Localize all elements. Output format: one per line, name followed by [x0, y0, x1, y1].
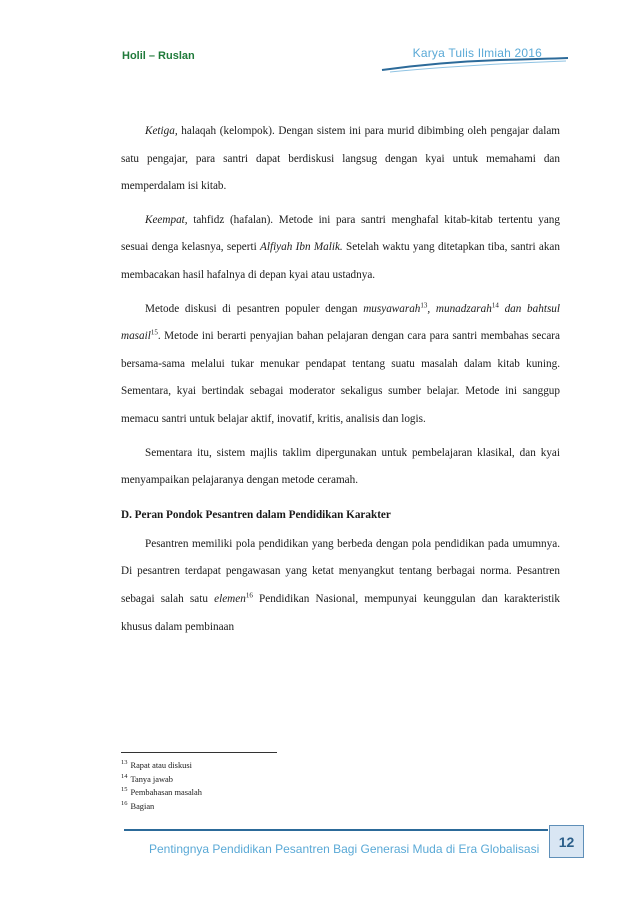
footer-rule: [124, 829, 548, 831]
term-elemen: elemen: [214, 592, 246, 605]
term-munadzarah: munadzarah: [435, 302, 492, 315]
footnote-text: Tanya jawab: [130, 774, 173, 784]
footnote-separator: [121, 752, 277, 753]
paragraph-text: Setelah waktu yang ditetapkan tiba, santri akan membacakan hasil hafalnya di depan kyai atau ustadnya.: [121, 241, 560, 281]
footnote-text: Rapat atau diskusi: [130, 761, 192, 770]
paragraph-text: . Metode ini berarti penyajian bahan pelajaran dengan cara para santri membahas secara bersama-sama melalui tukar menukar pendapat tentang suatu masalah dalam kitab kuning. Sementara, kyai bertindak sebagai moderator sekaligus sumber belajar. Metode ini sanggup memacu santri untuk belajar aktif, inovatif, kritis, analisis dan logis.: [121, 330, 560, 425]
footnote-ref[interactable]: 13: [420, 300, 428, 309]
paragraph-text: halaqah (kelompok). Dengan sistem ini para murid dibimbing oleh pengajar dalam satu pengajar, para santri dapat berdiskusi langsug dengan kyai untuk memahami dan memperdalam isi kitab.: [121, 125, 560, 193]
term-musyawarah: musyawarah: [363, 302, 421, 315]
paragraph-metode-diskusi: [121, 296, 560, 434]
paragraph-lead: Ketiga,: [145, 125, 178, 137]
term-separator: ,: [427, 302, 436, 315]
book-title: Alfiyah Ibn Malik.: [260, 241, 343, 254]
footnote-number: 13: [121, 759, 128, 767]
footnotes: [121, 759, 202, 813]
footnote-item: [121, 786, 202, 800]
footnote-item: [121, 759, 202, 773]
footnote-ref[interactable]: 14: [491, 300, 499, 309]
footnote-text: Bagian: [130, 801, 155, 811]
footnote-item: [121, 773, 202, 787]
paragraph-text: Pesantren memiliki pola pendidikan yang berbeda dengan pola pendidikan pada umumnya. Di pesantren terdapat pengawasan yang ketat menyangkut tentang berbagai norma. Pesantren sebagai salah satu: [121, 537, 560, 605]
footnote-number: 16: [121, 799, 128, 807]
header-author: Holil – Ruslan: [122, 50, 195, 62]
section-heading: D. Peran Pondok Pesantren dalam Pendidikan Karakter: [121, 508, 391, 521]
footer-title: Pentingnya Pendidikan Pesantren Bagi Generasi Muda di Era Globalisasi: [149, 842, 540, 856]
paragraph-text: Metode diskusi di pesantren populer dengan: [145, 302, 364, 315]
page-body: [121, 118, 560, 647]
page-number: 12: [549, 825, 584, 858]
footnote-number: 15: [121, 786, 128, 794]
paragraph-text: Sementara itu, sistem majlis taklim dipergunakan untuk pembelajaran klasikal, dan kyai menyampaikan pelajaranya dengan metode ceramah.: [121, 446, 560, 487]
paragraph-ketiga: [121, 118, 560, 201]
paragraph-keempat: [121, 207, 560, 290]
footnote-number: 14: [121, 772, 128, 780]
paragraph-text: tahfidz (hafalan). Metode ini para santri menghafal kitab-kitab tertentu yang sesuai denga kelasnya, seperti: [121, 213, 560, 254]
header-title: Karya Tulis Ilmiah 2016: [412, 46, 542, 60]
footnote-item: [121, 800, 202, 814]
footnote-text: Pembahasan masalah: [130, 788, 202, 798]
paragraph-text: Pendidikan Nasional, mempunyai keunggulan dan karakteristik khusus dalam pembinaan: [121, 592, 560, 633]
footnote-ref[interactable]: 16: [245, 591, 253, 600]
paragraph-lead: Keempat,: [145, 213, 188, 226]
term-bahtsul-masail: dan bahtsul masail: [121, 302, 561, 343]
paragraph-pesantren-pola: [121, 531, 560, 641]
footnote-ref[interactable]: 15: [150, 328, 158, 337]
paragraph-majlis-taklim: [121, 440, 560, 495]
